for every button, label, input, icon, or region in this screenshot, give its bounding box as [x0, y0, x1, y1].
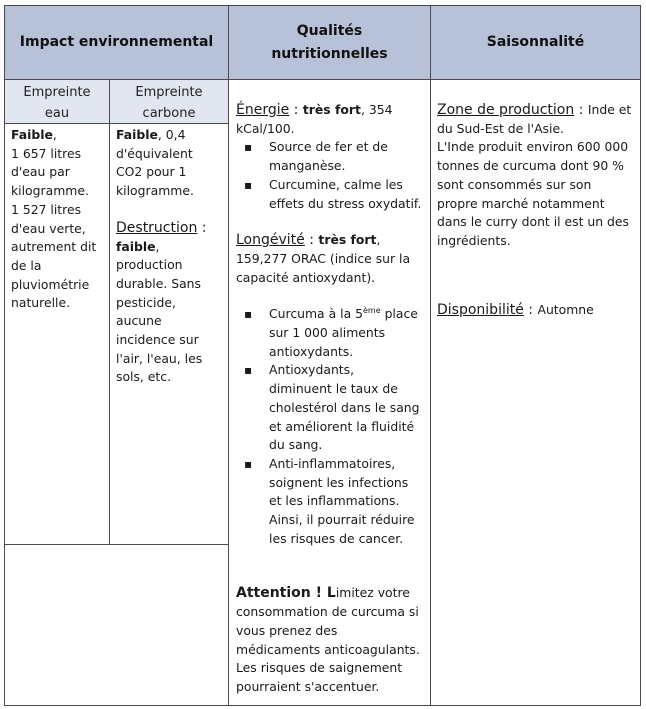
attention-label: Attention ! L [236, 585, 336, 602]
bullet1-suffix: place [380, 306, 418, 322]
subheader-carbone [110, 80, 228, 123]
energie-rest: , 354 [360, 102, 393, 117]
destruction-line: incidence sur [116, 332, 199, 348]
destruction-colon: : [197, 219, 207, 236]
longevite-bullet [236, 361, 428, 455]
nutrition-table [4, 5, 641, 706]
destruction-label: Destruction [116, 219, 198, 236]
dispo-value: Automne [537, 301, 594, 317]
attention-line: Les risques de saignement [236, 660, 403, 676]
carbone-line: CO2 pour 1 [116, 164, 187, 180]
nutrition-content [236, 101, 428, 697]
subheader-divider [4, 123, 229, 124]
bullet-text: diminuent le taux de [269, 381, 398, 397]
destruction-rating-suffix: , [155, 238, 160, 254]
zone-line: ingrédients. [437, 232, 511, 248]
bullet-text: les risques de cancer. [269, 530, 404, 546]
eau-line: pluviométrie [11, 276, 90, 292]
header-saisonnalite [431, 6, 640, 79]
bullet-text: Ainsi, il pourrait réduire [269, 512, 415, 528]
zone-line: L'Inde produit environ 600 000 [437, 139, 629, 155]
longevite-rest: , [376, 232, 381, 248]
energie-label: Énergie [236, 102, 290, 118]
bullet1-sup: ème [362, 306, 381, 316]
destruction-rating: faible [116, 238, 156, 254]
longevite-label: Longévité [236, 232, 305, 249]
saison-content [437, 101, 637, 319]
bullet-text: manganèse. [269, 158, 346, 174]
zone-line: dans le curry dont il est un des [437, 214, 630, 230]
impact-bottom-divider [4, 544, 229, 545]
bullet-text: sur 1 000 aliments [269, 325, 386, 341]
bullet-text: cholestérol dans le sang [269, 399, 420, 415]
eau-line: 1 657 litres [11, 145, 82, 161]
subheader-carbone-line2: carbone [142, 106, 196, 121]
energie-line2: kCal/100. [236, 120, 295, 136]
carbone-line: d'équivalent [116, 145, 193, 161]
eau-line: autrement dit [11, 239, 97, 255]
carbone-rating: Faible [116, 127, 158, 142]
dispo-colon: : [523, 301, 538, 318]
zone-colon: : [574, 102, 588, 118]
carbone-content [116, 126, 226, 387]
energie-rating: très fort [302, 102, 361, 117]
bullet-text: antioxydants. [269, 343, 354, 359]
bullet1-prefix: Curcuma à la 5 [269, 306, 363, 322]
header-impact-label: Impact environnemental [19, 34, 214, 50]
energie-bullet [236, 138, 428, 175]
zone-label: Zone de production [437, 102, 575, 118]
destruction-line: aucune [116, 313, 162, 329]
zone-line: tonnes de curcuma dont 90 % [437, 158, 624, 174]
longevite-bullet [236, 455, 428, 549]
eau-line: kilogramme. [11, 183, 89, 199]
destruction-line: pesticide, [116, 294, 176, 310]
header-impact [5, 6, 228, 79]
longevite-rating: très fort [318, 232, 377, 248]
col-divider-1 [228, 5, 229, 706]
bullet-text: et les inflammations. [269, 493, 400, 509]
eau-line: d'eau par [11, 164, 70, 180]
header-saisonnalite-label: Saisonnalité [486, 34, 585, 50]
eau-line: naturelle. [11, 295, 71, 311]
bullet-text: effets du stress oxydatif. [269, 195, 422, 211]
bullet-text: et améliorent la fluidité [269, 418, 415, 434]
destruction-line: l'air, l'eau, les [116, 350, 203, 366]
destruction-line: production [116, 257, 183, 273]
dispo-label: Disponibilité [437, 301, 524, 318]
eau-line: 1 527 litres [11, 201, 82, 217]
col-divider-eau-carbone [109, 79, 110, 545]
header-divider [4, 79, 641, 80]
longevite-colon: : [304, 232, 319, 249]
longevite-line: capacité antioxydant). [236, 269, 376, 285]
subheader-eau-line2: eau [44, 106, 70, 121]
attention-line: vous prenez des [236, 622, 338, 638]
zone-rest: Inde et [587, 102, 632, 117]
eau-content [11, 126, 107, 313]
attention-line: médicaments anticoagulants. [236, 641, 420, 657]
bullet-text: Curcumine, calme les [269, 176, 403, 192]
header-qualites [229, 6, 430, 79]
subheader-eau [5, 80, 109, 123]
eau-rating: Faible [11, 127, 53, 142]
bullet-text: Antioxydants, [269, 362, 355, 378]
bullet-text: soignent les infections [269, 474, 409, 490]
bullet-text: Source de fer et de [269, 139, 388, 155]
energie-bullet [236, 176, 428, 213]
destruction-line: sols, etc. [116, 369, 172, 385]
bullet-text: Anti-inflammatoires, [269, 455, 396, 471]
attention-line: pourraient s'accentuer. [236, 678, 380, 694]
longevite-bullets [236, 305, 428, 548]
attention-rest: imitez votre [335, 585, 410, 601]
bullet-text: du sang. [269, 437, 323, 453]
subheader-carbone-line1: Empreinte [135, 85, 203, 100]
carbone-rating-rest: , 0,4 [157, 127, 186, 142]
eau-rating-suffix: , [52, 127, 57, 142]
header-qualites-line2: nutritionnelles [271, 45, 388, 62]
zone-line: du Sud-Est de l'Asie. [437, 120, 565, 136]
carbone-line: kilogramme. [116, 183, 194, 199]
longevite-line: 159,277 ORAC (indice sur la [236, 250, 411, 266]
header-qualites-line1: Qualités [296, 22, 363, 39]
subheader-eau-line1: Empreinte [23, 85, 91, 100]
attention-line: consommation de curcuma si [236, 604, 419, 620]
energie-colon: : [289, 102, 303, 118]
energie-bullets [236, 138, 428, 213]
longevite-bullet [236, 305, 428, 361]
zone-line: propre marché notamment [437, 195, 605, 211]
col-divider-2 [430, 5, 431, 706]
zone-line: sont consommés sur son [437, 176, 592, 192]
eau-line: de la [11, 257, 42, 273]
destruction-line: durable. Sans [116, 275, 201, 291]
eau-line: d'eau verte, [11, 220, 86, 236]
